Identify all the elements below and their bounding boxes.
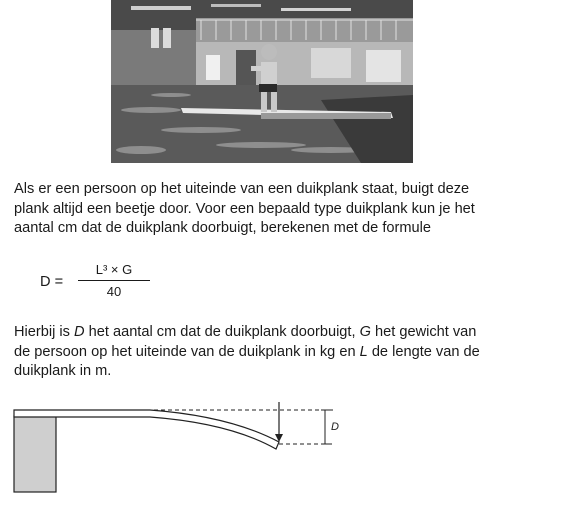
intro-paragraph <box>14 180 559 239</box>
definition-text-4: de persoon op het uiteinde van de duikplank in kg en <box>14 343 360 360</box>
definition-text-2: het aantal cm dat de duikplank doorbuigt, <box>84 324 360 340</box>
board-diagram-svg <box>0 398 563 500</box>
formula-lhs: D = <box>40 274 64 290</box>
dimension-label-d: D <box>331 421 339 433</box>
formula-denominator: 40 <box>106 284 122 299</box>
formula-numerator: L³ × G <box>95 262 133 277</box>
fraction-bar <box>78 280 150 281</box>
formula-fraction <box>78 262 150 300</box>
definition-paragraph <box>14 323 559 382</box>
variable-d: D <box>74 324 85 340</box>
definition-text-5: de lengte van de <box>367 343 480 360</box>
variable-l: L <box>359 343 368 360</box>
definition-text-3: het gewicht van <box>370 324 477 340</box>
intro-line-3: aantal cm dat de duikplank doorbuigt, berekenen met de formule <box>14 220 431 236</box>
board-support-block <box>14 416 56 492</box>
pool-photo-image <box>111 0 413 163</box>
intro-line-2: plank altijd een beetje door. Voor een bepaald type duikplank kun je het <box>14 200 475 217</box>
definition-text-1: Hierbij is <box>14 324 75 340</box>
board-diagram <box>0 398 563 505</box>
definition-text-6: duikplank in m. <box>14 363 112 379</box>
pool-photo <box>111 0 413 163</box>
variable-g: G <box>359 324 371 340</box>
intro-line-1: Als er een persoon op het uiteinde van een duikplank staat, buigt deze <box>14 181 470 197</box>
